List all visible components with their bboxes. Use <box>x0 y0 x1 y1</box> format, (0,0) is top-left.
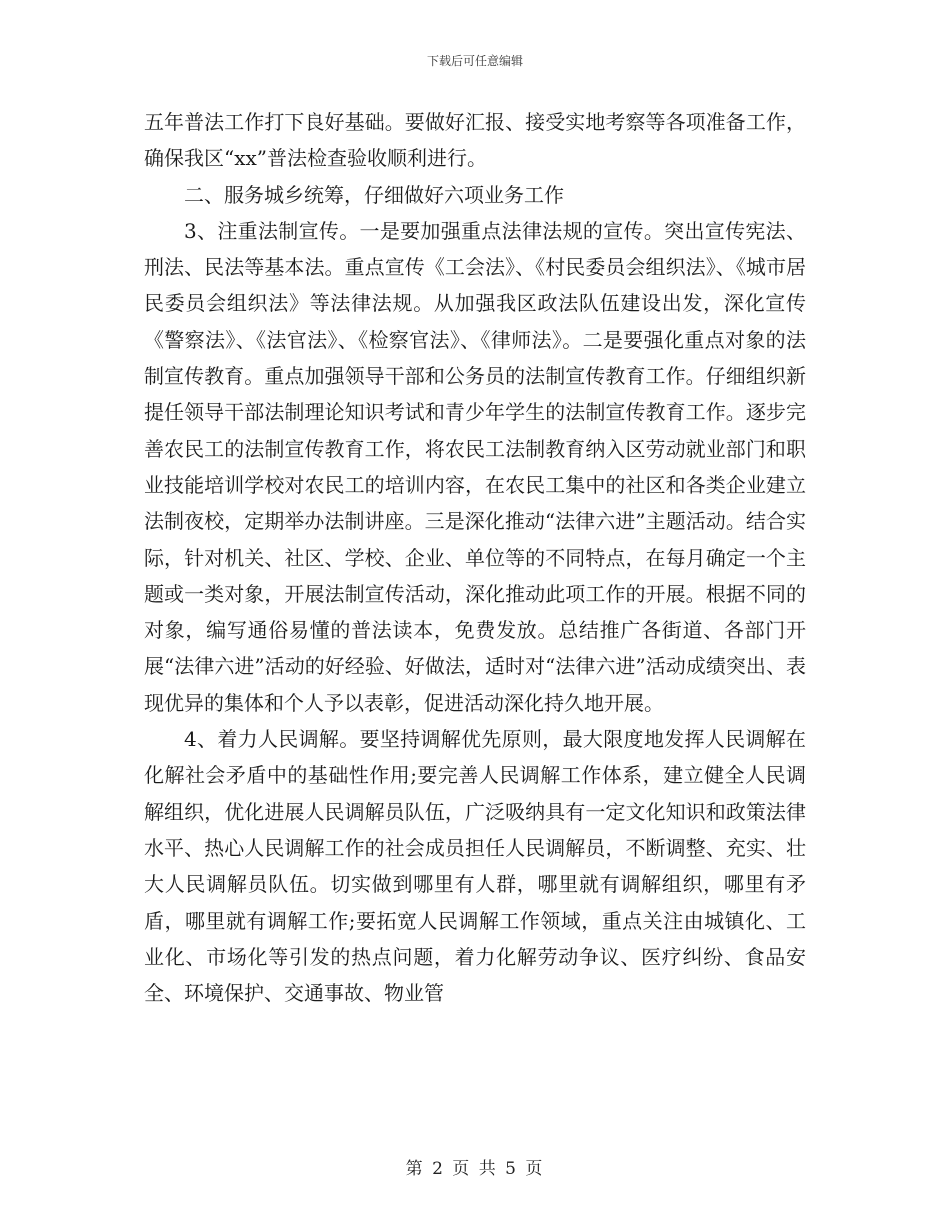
paragraph-legal-publicity: 3、注重法制宣传。一是要加强重点法律法规的宣传。突出宣传宪法、刑法、民法等基本法。重点宣传《工会法》、《村民委员会组织法》、《城市居民委员会组织法》等法律法规。从加强我区政法队伍建设出发，深化宣传《警察法》、《法官法》、《检察官法》、《律师法》。二是要强化重点对象的法制宣传教育。重点加强领导干部和公务员的法制宣传教育工作。仔细组织新提任领导干部法制理论知识考试和青少年学生的法制宣传教育工作。逐步完善农民工的法制宣传教育工作，将农民工法制教育纳入区劳动就业部门和职业技能培训学校对农民工的培训内容，在农民工集中的社区和各类企业建立法制夜校，定期举办法制讲座。三是深化推动“法律六进”主题活动。结合实际，针对机关、社区、学校、企业、单位等的不同特点，在每月确定一个主题或一类对象，开展法制宣传活动，深化推动此项工作的开展。根据不同的对象，编写通俗易懂的普法读本，免费发放。总结推广各街道、各部门开展“法律六进”活动的好经验、好做法，适时对“法律六进”活动成绩突出、表现优异的集体和个人予以表彰，促进活动深化持久地开展。 <box>144 218 806 715</box>
document-body <box>144 104 806 1011</box>
page-number: 第 2 页 共 5 页 <box>405 1159 545 1179</box>
section-heading: 二、服务城乡统筹，仔细做好六项业务工作 <box>184 182 564 207</box>
page-header: 下载后可任意编辑 <box>426 54 523 68</box>
paragraph-continuation: 五年普法工作打下良好基础。要做好汇报、接受实地考察等各项准备工作，确保我区“xx”普法检查验收顺利进行。 <box>144 110 806 171</box>
paragraph-mediation: 4、着力人民调解。要坚持调解优先原则，最大限度地发挥人民调解在化解社会矛盾中的基础性作用;要完善人民调解工作体系，建立健全人民调解组织，优化进展人民调解员队伍，广泛吸纳具有一定文化知识和政策法律水平、热心人民调解工作的社会成员担任人民调解员，不断调整、充实、壮大人民调解员队伍。切实做到哪里有人群，哪里就有调解组织，哪里有矛盾，哪里就有调解工作;要拓宽人民调解工作领域，重点关注由城镇化、工业化、市场化等引发的热点问题，着力化解劳动争议、医疗纠纷、食品安全、环境保护、交通事故、物业管 <box>144 727 806 1006</box>
